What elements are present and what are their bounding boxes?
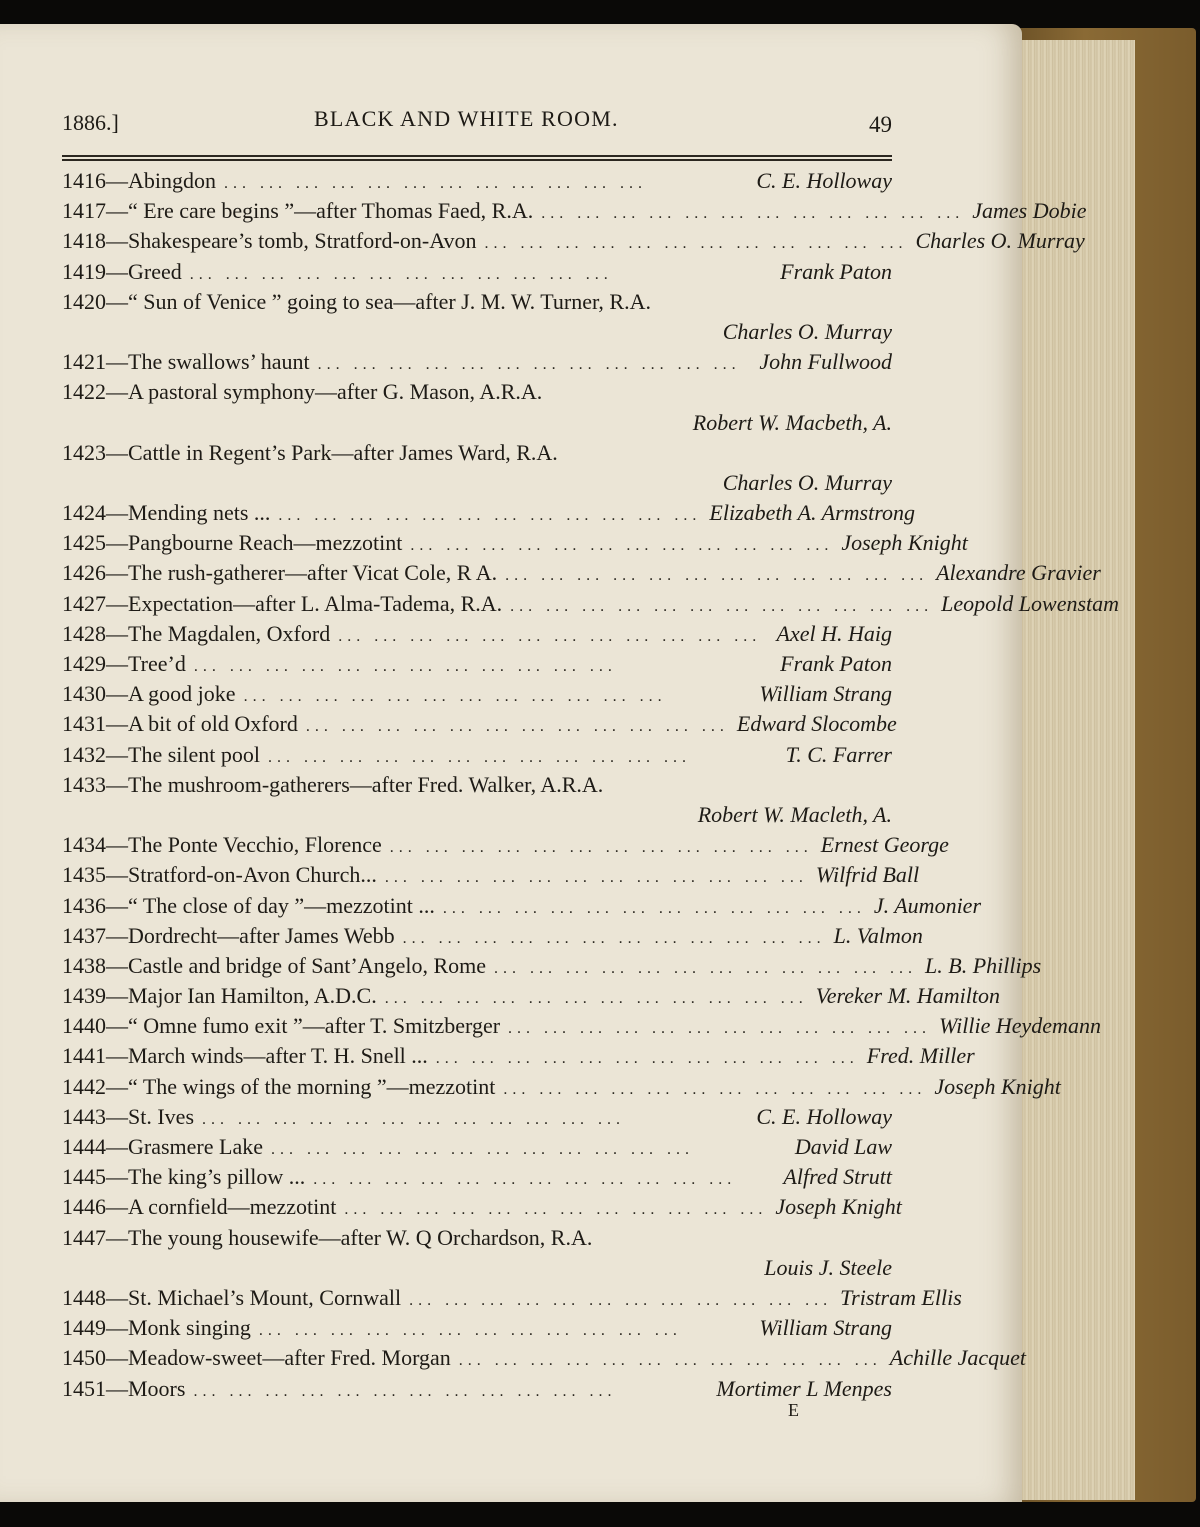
list-item [62,498,915,528]
dot-leader: ... ... ... ... ... ... ... ... ... ... ... ... [505,567,929,585]
entry-title: —The rush-gatherer—after Vicat Cole, R A. [106,560,498,586]
entry-title: —A good joke [106,681,236,707]
list-item [62,709,897,739]
entry-artist: Frank Paton [780,651,892,676]
list-item [62,951,1042,981]
dot-leader: ... ... ... ... ... ... ... ... ... ... ... ... [338,627,762,645]
entry-number: 1417 [62,198,106,224]
list-item [62,740,892,770]
page-number: 49 [869,112,892,137]
list-item [62,1041,975,1071]
entry-artist: Charles O. Murray [722,469,892,495]
entry-artist: Robert W. Macleth, A. [697,801,892,827]
entry-title: —“ Sun of Venice ” going to sea—after J. M. W. Turner, R.A. [106,288,651,314]
list-item [62,347,892,377]
dot-leader: ... ... ... ... ... ... ... ... ... ... ... ... [384,990,808,1008]
dot-leader: ... ... ... ... ... ... ... ... ... ... ... ... [270,1141,694,1158]
list-item [62,528,968,558]
dot-leader: ... ... ... ... ... ... ... ... ... ... ... ... [189,265,613,283]
entry-number: 1440 [62,1013,106,1039]
entry-number: 1427 [62,590,106,616]
dot-leader: ... ... ... ... ... ... ... ... ... ... ... ... [409,1291,833,1309]
list-item [62,619,892,649]
entry-number: 1446 [62,1194,106,1220]
entry-artist: Axel H. Haig [776,620,892,646]
entry-title: —Monk singing [106,1315,251,1341]
entry-number: 1441 [62,1043,106,1069]
entry-title: —Grasmere Lake [106,1134,263,1159]
entry-title: —Mending nets ... [106,500,271,526]
list-item [62,589,1120,619]
entry-artist: Achille Jacquet [889,1345,1026,1371]
list-item [62,679,892,709]
list-item [62,1223,892,1253]
entry-title: —St. Michael’s Mount, Cornwall [106,1284,402,1310]
list-item [62,257,892,287]
signature-mark: E [788,1400,799,1420]
entry-number: 1423 [62,439,106,465]
list-item [62,921,923,951]
entry-title: —The Magdalen, Oxford [106,620,331,646]
entry-artist: L. B. Phillips [925,952,1042,978]
dot-leader: ... ... ... ... ... ... ... ... ... ... ... ... [344,1201,768,1219]
entry-artist: Alexandre Gravier [936,560,1101,586]
entry-artist: Joseph Knight [934,1073,1061,1099]
entry-artist: Fred. Miller [866,1043,975,1069]
entry-title: —The mushroom-gatherers—after Fred. Walker, A.R.A. [106,771,604,797]
entry-number: 1436 [62,892,106,918]
dot-leader: ... ... ... ... ... ... ... ... ... ... ... ... [410,537,834,555]
entry-title: —Moors [106,1375,186,1401]
dot-leader: ... ... ... ... ... ... ... ... ... ... ... ... [458,1352,882,1370]
entry-number: 1416 [62,168,106,193]
entry-title: —Tree’d [106,651,186,676]
list-item [62,1283,962,1313]
running-head [62,96,892,136]
entry-artist: John Fullwood [759,349,892,375]
entry-number: 1447 [62,1224,106,1250]
entry-number: 1445 [62,1164,106,1190]
entry-title: —“ Omne fumo exit ”—after T. Smitzberger [106,1013,501,1039]
entry-artist: L. Valmon [833,922,923,948]
entry-number: 1426 [62,560,106,586]
entry-title: —Meadow-sweet—after Fred. Morgan [106,1345,451,1371]
dot-leader: ... ... ... ... ... ... ... ... ... ... ... ... [442,899,866,917]
entry-title: —March winds—after T. H. Snell ... [106,1043,428,1069]
list-item [62,830,949,860]
dot-leader: ... ... ... ... ... ... ... ... ... ... ... ... [484,235,908,253]
entry-title: —Major Ian Hamilton, A.D.C. [106,983,377,1009]
entry-number: 1428 [62,620,106,646]
entry-artist: Leopold Lowenstam [941,590,1120,616]
entry-title: —St. Ives [106,1103,194,1129]
entry-number: 1435 [62,862,106,888]
list-item [62,287,892,317]
entry-title: —Cattle in Regent’s Park—after James Ward, R.A. [106,439,558,465]
entry-title: —The king’s pillow ... [106,1164,306,1190]
entry-number: 1424 [62,500,106,526]
entry-number: 1425 [62,530,106,556]
entry-artist: Mortimer L Menpes [716,1375,892,1401]
entry-artist: David Law [794,1134,892,1159]
dot-leader: ... ... ... ... ... ... ... ... ... ... ... ... [258,1322,682,1340]
entry-artist: C. E. Holloway [756,1103,892,1129]
list-item [62,1132,892,1162]
list-item [62,377,892,407]
entry-number: 1431 [62,711,106,737]
dot-leader: ... ... ... ... ... ... ... ... ... ... ... ... [317,356,741,374]
entry-number: 1442 [62,1073,106,1099]
entry-title: —Abingdon [106,168,216,193]
entry-title: —Greed [106,258,182,284]
entry-artist: C. E. Holloway [756,168,892,193]
entry-number: 1432 [62,741,106,767]
entry-number: 1448 [62,1284,106,1310]
dot-leader: ... ... ... ... ... ... ... ... ... ... ... ... [313,1171,737,1189]
entry-title: —Pangbourne Reach—mezzotint [106,530,403,556]
entry-number: 1421 [62,349,106,375]
entry-number: 1449 [62,1315,106,1341]
entry-number: 1451 [62,1375,106,1401]
list-item [62,1192,902,1222]
dot-leader: ... ... ... ... ... ... ... ... ... ... ... ... [389,839,813,857]
entry-artist: Elizabeth A. Armstrong [709,500,915,526]
list-item [62,226,1085,256]
entry-artist: Wilfrid Ball [815,862,920,888]
header-year: 1886.] [62,110,119,135]
header-rule-top [62,155,892,157]
list-item [62,408,892,438]
list-item [62,1011,1101,1041]
dot-leader: ... ... ... ... ... ... ... ... ... ... ... ... [503,1080,927,1098]
list-item [62,800,892,830]
entry-number: 1419 [62,258,106,284]
list-item [62,317,892,347]
entry-number: 1434 [62,832,106,858]
entry-number: 1429 [62,651,106,676]
entry-number: 1422 [62,379,106,405]
list-item [62,1102,892,1132]
list-item [62,1253,892,1283]
entry-artist: James Dobie [972,198,1087,224]
entry-title: —“ Ere care begins ”—after Thomas Faed, R.A. [106,198,534,224]
entry-title: —Shakespeare’s tomb, Stratford-on-Avon [106,228,477,254]
entry-number: 1418 [62,228,106,254]
entry-number: 1433 [62,771,106,797]
list-item [62,1374,892,1404]
entry-title: —Dordrecht—after James Webb [106,922,395,948]
entry-number: 1438 [62,952,106,978]
list-item [62,1072,1061,1102]
entry-artist: Frank Paton [780,258,892,284]
entry-number: 1420 [62,288,106,314]
list-item [62,770,892,800]
entry-title: —A bit of old Oxford [106,711,298,737]
catalogue-list [62,166,1120,1404]
entry-title: —Castle and bridge of Sant’Angelo, Rome [106,952,487,978]
dot-leader: ... ... ... ... ... ... ... ... ... ... ... ... [193,658,617,675]
entry-artist: Charles O. Murray [915,228,1085,254]
list-item [62,166,892,196]
entry-artist: J. Aumonier [873,892,982,918]
list-item [62,438,892,468]
list-item [62,891,982,921]
entry-artist: Robert W. Macbeth, A. [692,409,892,435]
list-item [62,1343,1026,1373]
entry-number: 1444 [62,1134,106,1159]
dot-leader: ... ... ... ... ... ... ... ... ... ... ... ... [384,869,808,887]
list-item [62,649,892,679]
entry-artist: Charles O. Murray [722,318,892,344]
entry-title: —A pastoral symphony—after G. Mason, A.R.A. [106,379,543,405]
entry-artist: William Strang [759,681,892,707]
list-item [62,558,1101,588]
header-rule-bottom [62,159,892,161]
dot-leader: ... ... ... ... ... ... ... ... ... ... ... ... [508,1020,932,1038]
list-item [62,468,892,498]
entry-title: —The Ponte Vecchio, Florence [106,832,382,858]
list-item [62,860,920,890]
list-item [62,981,1001,1011]
entry-title: —The young housewife—after W. Q Orchardson, R.A. [106,1224,593,1250]
dot-leader: ... ... ... ... ... ... ... ... ... ... ... ... [305,718,729,736]
entry-number: 1443 [62,1103,106,1129]
entry-artist: William Strang [759,1315,892,1341]
entry-artist: Joseph Knight [841,530,968,556]
entry-title: —The silent pool [106,741,260,767]
entry-title: —A cornfield—mezzotint [106,1194,337,1220]
entry-number: 1430 [62,681,106,707]
entry-artist: Alfred Strutt [783,1164,892,1190]
entry-title: —The swallows’ haunt [106,349,310,375]
entry-title: —Stratford-on-Avon Church... [106,862,377,888]
dot-leader: ... ... ... ... ... ... ... ... ... ... ... ... [224,175,647,192]
header-title: BLACK AND WHITE ROOM. [314,106,619,131]
entry-artist: Edward Slocombe [736,711,897,737]
list-item [62,196,1087,226]
dot-leader: ... ... ... ... ... ... ... ... ... ... ... ... [243,688,667,706]
entry-artist: Ernest George [820,832,949,858]
page-block-edges [1005,40,1135,1500]
dot-leader: ... ... ... ... ... ... ... ... ... ... ... ... [193,1382,617,1400]
entry-artist: Louis J. Steele [764,1254,892,1280]
entry-title: —“ The wings of the morning ”—mezzotint [106,1073,496,1099]
dot-leader: ... ... ... ... ... ... ... ... ... ... ... ... [510,597,934,615]
entry-number: 1450 [62,1345,106,1371]
entry-artist: T. C. Farrer [785,741,892,767]
list-item [62,1313,892,1343]
list-item [62,1162,892,1192]
entry-number: 1437 [62,922,106,948]
entry-artist: Tristram Ellis [840,1284,962,1310]
dot-leader: ... ... ... ... ... ... ... ... ... ... ... ... [278,507,702,525]
entry-number: 1439 [62,983,106,1009]
dot-leader: ... ... ... ... ... ... ... ... ... ... ... ... [267,748,691,766]
dot-leader: ... ... ... ... ... ... ... ... ... ... ... ... [494,959,918,977]
dot-leader: ... ... ... ... ... ... ... ... ... ... ... ... [402,929,826,947]
dot-leader: ... ... ... ... ... ... ... ... ... ... ... ... [435,1050,859,1068]
entry-artist: Willie Heydemann [939,1013,1101,1039]
entry-title: —Expectation—after L. Alma-Tadema, R.A. [106,590,503,616]
dot-leader: ... ... ... ... ... ... ... ... ... ... ... ... [541,205,965,223]
dot-leader: ... ... ... ... ... ... ... ... ... ... ... ... [202,1110,625,1128]
entry-title: —“ The close of day ”—mezzotint ... [106,892,435,918]
entry-artist: Joseph Knight [775,1194,902,1220]
entry-artist: Vereker M. Hamilton [815,983,1001,1009]
